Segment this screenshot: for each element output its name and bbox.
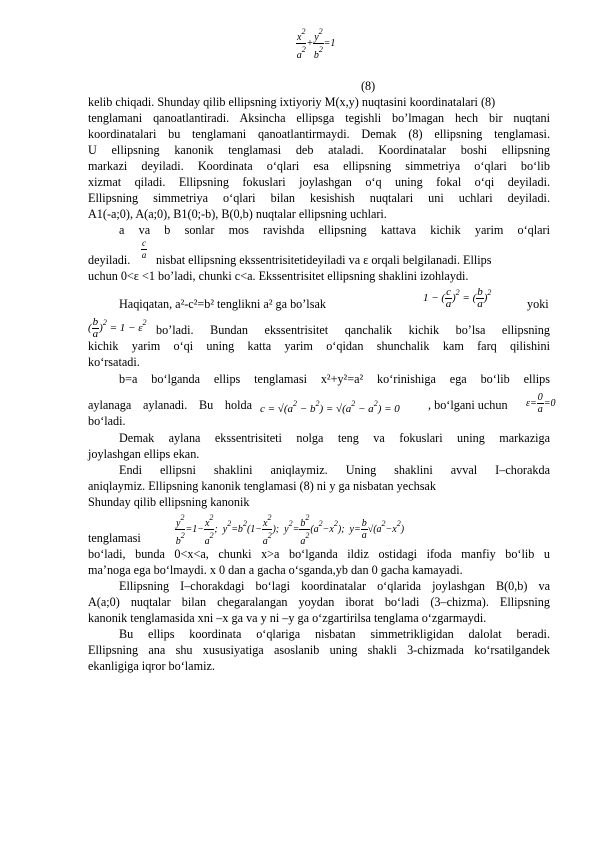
equation-epsilon-zero: ε= $\frac{0}{a}$ =0: [526, 392, 556, 415]
text-line: Endi ellipsni shaklini aniqlaymiz. Uning shaklini avval I–chorakda: [119, 463, 550, 477]
text-line: markazi deyiladi. Koordinata o‘qlari esa ellipsning simmetriya o‘qlari bo‘lib: [88, 159, 550, 173]
text-line: ekanligiga iqror bo‘lamiz.: [88, 659, 215, 673]
text-line: ma’noga ega bo‘lmaydi. x 0 dan a gacha o‘sganda,yb dan 0 gacha kamayadi.: [88, 563, 463, 577]
text-line: xizmat qiladi. Ellipsning fokuslari joylashgan o‘q uning fokal o‘qi deyiladi.: [88, 175, 550, 189]
text-line: b=a bo‘lganda ellips tenglamasi x²+y²=a² ko‘rinishiga ega bo‘lib ellips: [119, 372, 550, 386]
equation-ratio: 1 − ( $\frac{c}{a}$ )$^2$ = ( $\frac{b}{a}$ )$^2$: [423, 286, 492, 310]
text-line: , bo‘lgani uchun: [428, 398, 508, 412]
equation-c-zero: $c = √(a^2 - b^2) = √(a^2 - a^2) = 0$: [260, 399, 400, 415]
equation-number: (8): [361, 79, 376, 93]
text-line: a va b sonlar mos ravishda ellipsning kattava kichik yarim o‘qlari: [119, 223, 550, 237]
text-line: Bu ellips koordinata o‘qlariga nisbatan simmetrikligidan dalolat beradi.: [119, 627, 550, 641]
equation-solve-y: $\frac{y^2}{b^2}$ =1− $\frac{x^2}{a^2}$ ; $y^2=b^2(1-$ $\frac{x^2}{a^2}$ ); $y^2=$ $\frac{b^2}{a^2}$ $(a^2-x^2)$; y= $\frac{b}{a}$ $√(a^2-x^2)$: [175, 513, 405, 547]
text-line: Haqiqatan, a²-c²=b² tenglikni a² ga bo’lsak: [119, 297, 326, 311]
text-line: Ellipsning simmetriya o‘qlari bilan kesishish nuqtalari uni uchlari deyiladi.: [88, 191, 550, 205]
text-line: bo’ladi. Bundan ekssentrisitet qanchalik kichik bo’lsa ellipsning: [156, 323, 550, 337]
text-line: U ellipsning kanonik tenglamasi deb ataladi. Koordinatalar boshi ellipsning: [88, 143, 550, 157]
text-line: kichik yarim o‘qi uning katta yarim o‘qidan shunchalik kam farq qilishini: [88, 339, 550, 353]
text-line: kanonik tenglamasida xni –x ga va y ni –y ga o‘zgartirilsa tenglama o‘zgarmaydi.: [88, 611, 487, 625]
text-line: kelib chiqadi. Shunday qilib ellipsning ixtiyoriy M(x,y) nuqtasini koordinatalari (8): [88, 95, 496, 109]
text-line: bo‘ladi, bunda 0<x<a, chunki x>a bo‘lganda ildiz ostidagi ifoda manfiy bo‘lib u: [88, 547, 550, 561]
text-line: Ellipsning I–chorakdagi bo‘lagi koordinatalar o‘qlarida joylashgan B(0,b) va: [119, 579, 550, 593]
text-line: bo‘ladi.: [88, 414, 126, 428]
text-line: tenglamani qanoatlantiradi. Aksincha ellipsga tegishli bo’lmagan hech bir nuqtani: [88, 111, 550, 125]
text-line: nisbat ellipsning ekssentrisitetideyiladi va ε orqali belgilanadi. Ellips: [156, 253, 492, 267]
text-line: tenglamasi: [88, 531, 141, 545]
text-line: Demak aylana ekssentrisiteti nolga teng va fokuslari uning markaziga: [119, 431, 550, 445]
text-line: aniqlaymiz. Ellipsning kanonik tenglamasi (8) ni y ga nisbatan yechsak: [88, 479, 436, 493]
text-line: koordinatalari bu tenglamani qanoatlantirmaydi. Demak (8) ellipsning tenglamasi.: [88, 127, 550, 141]
text-line: A(a;0) nuqtalar bilan chegaralangan yoydan iborat bo‘ladi (3–chizma). Ellipsning: [88, 595, 550, 609]
text-line: yoki: [527, 297, 549, 311]
text-line: uchun 0<ε <1 bo’ladi, chunki c<a. Ekssentrisitet ellipsning shaklini izohlaydi.: [88, 269, 469, 283]
text-line: ko‘rsatadi.: [88, 355, 140, 369]
text-line: Ellipsning ana shu xususiyatiga asoslanib uning shakli 3-chizmada ko‘rsatilgandek: [88, 643, 550, 657]
equation-b-over-a: ( $\frac{b}{a}$ )$^2 = 1 - \varepsilon^2$: [88, 316, 147, 340]
text-line: joylashgan ellips ekan.: [88, 447, 200, 461]
text-line: deyiladi.: [88, 253, 131, 267]
text-line: A1(-a;0), A(a;0), B1(0;-b), B(0,b) nuqtalar ellipsning uchlari.: [88, 207, 387, 221]
text-line: aylanaga aylanadi. Bu holda: [88, 398, 252, 412]
equation-8: $\frac{x^2}{a^2}$ + $\frac{y^2}{b^2}$ =1: [296, 27, 336, 61]
text-line: Shunday qilib ellipsning kanonik: [88, 495, 250, 509]
fraction-c-over-a: $\frac{c}{a}$: [141, 238, 147, 260]
